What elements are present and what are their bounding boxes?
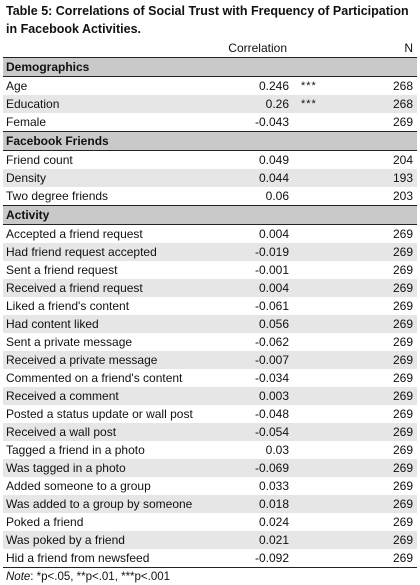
- section-header-row: [3, 132, 417, 151]
- row-significance: [293, 333, 347, 351]
- row-label: Received a wall post: [3, 423, 203, 441]
- row-significance: [293, 315, 347, 333]
- table-row: [3, 261, 417, 279]
- row-label: Sent a friend request: [6, 263, 118, 277]
- row-significance: [293, 169, 347, 187]
- table-row: [3, 187, 417, 206]
- row-significance: [293, 441, 347, 459]
- table-row: [3, 77, 417, 96]
- table-row: [3, 459, 417, 477]
- row-label: Education: [3, 95, 203, 113]
- row-significance: [293, 351, 347, 369]
- table-row: [3, 495, 417, 513]
- table-row: [3, 333, 417, 351]
- row-correlation: -0.054: [203, 423, 293, 441]
- row-label: Had friend request accepted: [3, 243, 203, 261]
- table-note: [3, 569, 417, 585]
- header-correlation: Correlation: [203, 39, 293, 58]
- row-n: 269: [347, 387, 417, 405]
- row-n: 269: [392, 115, 413, 129]
- row-significance: ***: [301, 80, 317, 92]
- row-significance: [293, 549, 347, 568]
- row-correlation: 0.024: [258, 515, 289, 529]
- row-n: 269: [347, 531, 417, 549]
- row-n: 269: [392, 479, 413, 493]
- row-correlation: 0.056: [203, 315, 293, 333]
- row-label: Female: [6, 115, 47, 129]
- table-row: [3, 243, 417, 261]
- row-correlation: -0.048: [254, 407, 289, 421]
- row-correlation: 0.004: [258, 227, 289, 241]
- row-n: 204: [392, 153, 413, 167]
- row-n: 193: [347, 169, 417, 187]
- row-label: Tagged a friend in a photo: [6, 443, 145, 457]
- row-label: Density: [3, 169, 203, 187]
- row-significance: ***: [293, 95, 347, 113]
- table-row: [3, 95, 417, 113]
- row-label: Hid a friend from newsfeed: [3, 549, 203, 568]
- row-correlation: -0.092: [203, 549, 293, 568]
- table-body: [3, 58, 417, 568]
- row-significance: [293, 261, 347, 279]
- row-label: Added someone to a group: [6, 479, 151, 493]
- row-n: 269: [347, 243, 417, 261]
- row-label: Was added to a group by someone: [3, 495, 203, 513]
- table-row: [3, 369, 417, 387]
- table-row: [3, 441, 417, 459]
- row-n: 269: [392, 407, 413, 421]
- row-correlation: 0.004: [203, 279, 293, 297]
- table-row: [3, 513, 417, 531]
- row-label: Received a private message: [3, 351, 203, 369]
- table-row: [3, 405, 417, 423]
- row-significance: [293, 387, 347, 405]
- note-text: : *p<.05, **p<.01, ***p<.001: [30, 571, 171, 583]
- header-n: N: [347, 39, 417, 58]
- row-n: 269: [347, 423, 417, 441]
- table-row: [3, 169, 417, 187]
- table-row: [3, 387, 417, 405]
- row-significance: [293, 459, 347, 477]
- row-label: Was tagged in a photo: [3, 459, 203, 477]
- row-correlation: -0.043: [254, 115, 289, 129]
- header-row: [3, 39, 417, 58]
- row-significance: [293, 297, 347, 315]
- section-header-row: [3, 206, 417, 225]
- row-n: 269: [347, 549, 417, 568]
- section-title: Demographics: [3, 58, 417, 77]
- row-n: 269: [392, 371, 413, 385]
- table-row: [3, 351, 417, 369]
- row-significance: [293, 369, 347, 387]
- row-significance: [293, 113, 347, 132]
- row-correlation: -0.019: [203, 243, 293, 261]
- section-title: Activity: [3, 206, 417, 225]
- row-n: 269: [392, 335, 413, 349]
- row-label: Age: [6, 79, 28, 93]
- row-significance: [293, 243, 347, 261]
- table-row: [3, 477, 417, 495]
- row-significance: [293, 151, 347, 170]
- note-prefix: Note: [6, 571, 31, 583]
- table-row: [3, 531, 417, 549]
- table-row: [3, 549, 417, 568]
- row-significance: [293, 279, 347, 297]
- row-n: 268: [392, 79, 413, 93]
- row-correlation: -0.061: [254, 299, 289, 313]
- row-n: 268: [347, 95, 417, 113]
- correlation-table: [3, 39, 417, 568]
- row-n: 269: [392, 443, 413, 457]
- row-label: Had content liked: [3, 315, 203, 333]
- row-correlation: -0.062: [254, 335, 289, 349]
- row-n: 269: [347, 495, 417, 513]
- row-label: Friend count: [6, 153, 73, 167]
- row-label: Was poked by a friend: [3, 531, 203, 549]
- section-title: Facebook Friends: [3, 132, 417, 151]
- table-row: [3, 113, 417, 132]
- row-label: Liked a friend's content: [6, 299, 130, 313]
- row-correlation: 0.044: [203, 169, 293, 187]
- table-row: [3, 297, 417, 315]
- row-label: Received a friend request: [3, 279, 203, 297]
- table-row: [3, 279, 417, 297]
- table-row: [3, 423, 417, 441]
- row-correlation: -0.069: [203, 459, 293, 477]
- row-significance: [293, 187, 347, 206]
- row-correlation: 0.018: [203, 495, 293, 513]
- row-correlation: 0.246: [258, 79, 289, 93]
- row-n: 203: [392, 189, 413, 203]
- row-significance: [293, 225, 347, 244]
- table-row: [3, 225, 417, 244]
- row-label: Two degree friends: [6, 189, 109, 203]
- row-significance: [293, 477, 347, 495]
- row-n: 269: [347, 315, 417, 333]
- table-row: [3, 151, 417, 170]
- row-n: 269: [347, 459, 417, 477]
- row-label: Poked a friend: [6, 515, 84, 529]
- row-n: 269: [392, 299, 413, 313]
- row-correlation: 0.03: [265, 443, 289, 457]
- row-significance: [293, 495, 347, 513]
- row-label: Sent a private message: [6, 335, 133, 349]
- row-correlation: -0.001: [254, 263, 289, 277]
- row-label: Accepted a friend request: [6, 227, 143, 241]
- row-n: 269: [392, 515, 413, 529]
- row-correlation: -0.007: [203, 351, 293, 369]
- row-correlation: 0.06: [265, 189, 289, 203]
- row-correlation: 0.003: [203, 387, 293, 405]
- section-header-row: [3, 58, 417, 77]
- header-sig: [293, 39, 347, 58]
- row-significance: [293, 513, 347, 531]
- header-label: [3, 39, 203, 58]
- row-label: Received a comment: [3, 387, 203, 405]
- row-significance: [293, 423, 347, 441]
- row-correlation: 0.021: [203, 531, 293, 549]
- table-caption: Table 5: Correlations of Social Trust with Frequency of Participation in Facebook Activities.: [6, 4, 409, 36]
- row-n: 269: [392, 263, 413, 277]
- row-n: 269: [392, 227, 413, 241]
- row-correlation: 0.26: [203, 95, 293, 113]
- row-label: Commented on a friend's content: [6, 371, 183, 385]
- row-correlation: 0.033: [258, 479, 289, 493]
- row-significance: [293, 405, 347, 423]
- row-label: Posted a status update or wall post: [6, 407, 193, 421]
- row-n: 269: [347, 351, 417, 369]
- table-row: [3, 315, 417, 333]
- row-correlation: -0.034: [254, 371, 289, 385]
- row-correlation: 0.049: [258, 153, 289, 167]
- row-n: 269: [347, 279, 417, 297]
- row-significance: [293, 531, 347, 549]
